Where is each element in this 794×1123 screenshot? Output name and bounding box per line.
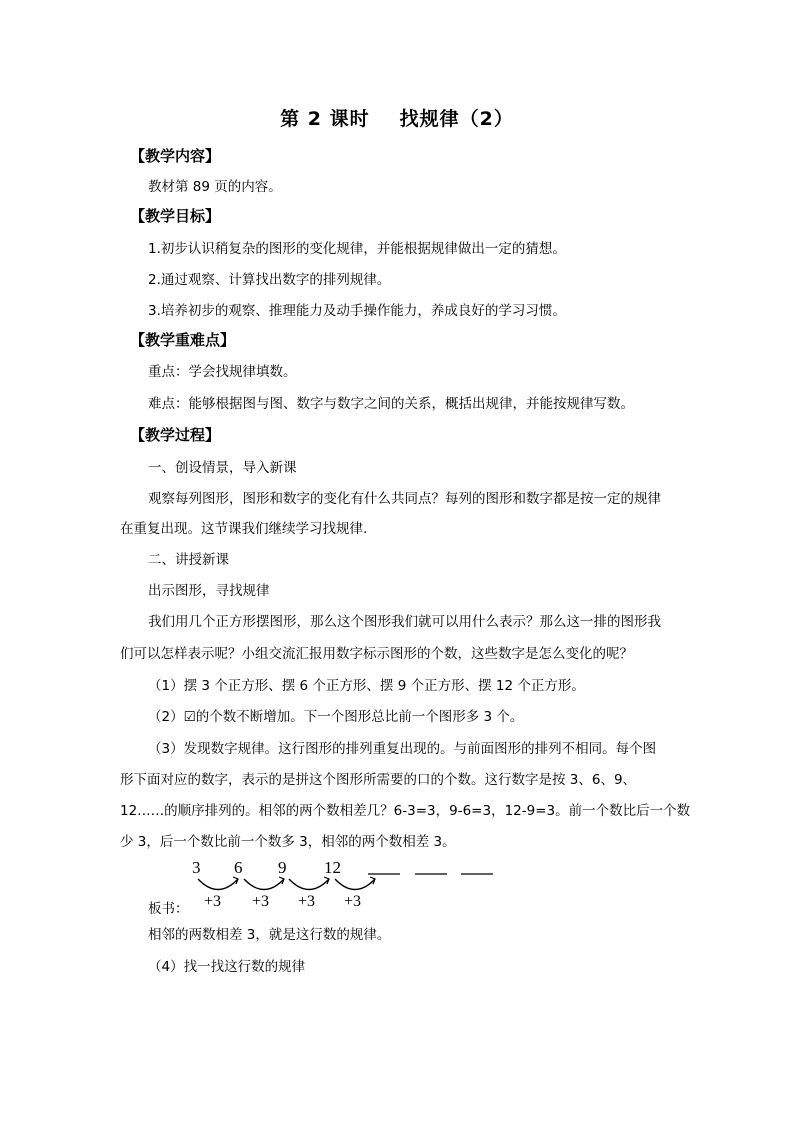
step-label: +3 — [344, 893, 362, 910]
goal-item: 3.培养初步的观察、推理能力及动手操作能力，养成良好的学习习惯。 — [148, 303, 566, 319]
step-label: +3 — [204, 893, 222, 910]
section-heading-goals: 【教学目标】 — [130, 207, 221, 225]
list-item: 少 3，后一个数比前一个数多 3，相邻的两个数相差 3。 — [120, 834, 456, 850]
content-text: 教材第 89 页的内容。 — [148, 179, 282, 195]
list-item: （1）摆 3 个正方形、摆 6 个正方形、摆 9 个正方形、摆 12 个正方形。 — [148, 678, 585, 694]
list-item: 12……的顺序排列的。相邻的两个数相差几？6-3=3，9-6=3，12-9=3。前一个数比后一个数 — [120, 803, 691, 819]
step-heading: 二、讲授新课 — [148, 552, 229, 568]
subheading: 出示图形，寻找规律 — [148, 583, 270, 599]
sequence-number: 3 — [192, 858, 201, 877]
page-title — [0, 104, 794, 131]
curved-arrow — [244, 879, 284, 890]
goal-item: 1.初步认识稍复杂的图形的变化规律，并能根据规律做出一定的猜想。 — [148, 241, 566, 257]
curved-arrow — [198, 879, 238, 890]
step-label: +3 — [298, 893, 316, 910]
step-heading: 一、创设情景，导入新课 — [148, 460, 297, 476]
number-sequence-diagram — [188, 856, 508, 916]
paragraph-line: 观察每列图形，图形和数字的变化有什么共同点？每列的图形和数字都是按一定的规律 — [148, 491, 661, 507]
paragraph-line: 在重复出现。这节课我们继续学习找规律. — [120, 521, 368, 537]
list-item: （3）发现数字规律。这行图形的排列重复出现的。与前面图形的排列不相同。每个图 — [148, 741, 657, 757]
goal-item: 2.通过观察、计算找出数字的排列规律。 — [148, 272, 391, 288]
section-heading-content: 【教学内容】 — [130, 147, 221, 165]
section-heading-keypoints: 【教学重难点】 — [130, 331, 236, 349]
curved-arrow — [335, 879, 375, 890]
lesson-topic: 找规律（2） — [399, 108, 514, 130]
sequence-number: 12 — [324, 858, 341, 877]
paragraph-line: 我们用几个正方形摆图形，那么这个图形我们就可以用什么表示？那么这一排的图形我 — [148, 614, 661, 630]
lesson-number: 第 2 课时 — [280, 108, 370, 130]
board-label: 板书： — [148, 901, 189, 917]
blackboard-diagram — [188, 856, 508, 916]
sequence-number: 6 — [234, 858, 243, 877]
section-heading-process: 【教学过程】 — [130, 426, 221, 444]
curved-arrow — [289, 879, 329, 890]
list-item: （2）☑的个数不断增加。下一个图形总比前一个图形多 3 个。 — [148, 709, 524, 725]
conclusion-text: 相邻的两数相差 3，就是这行数的规律。 — [148, 927, 391, 943]
key-point: 重点：学会找规律填数。 — [148, 364, 297, 380]
step-label: +3 — [252, 893, 270, 910]
sequence-number: 9 — [278, 858, 287, 877]
list-item: 形下面对应的数字，表示的是拼这个图形所需要的口的个数。这行数字是按 3、6、9、 — [120, 772, 637, 788]
list-item: （4）找一找这行数的规律 — [148, 959, 306, 975]
paragraph-line: 们可以怎样表示呢？小组交流汇报用数字标示图形的个数，这些数字是怎么变化的呢？ — [120, 646, 633, 662]
difficult-point: 难点：能够根据图与图、数字与数字之间的关系，概括出规律，并能按规律写数。 — [148, 396, 634, 412]
